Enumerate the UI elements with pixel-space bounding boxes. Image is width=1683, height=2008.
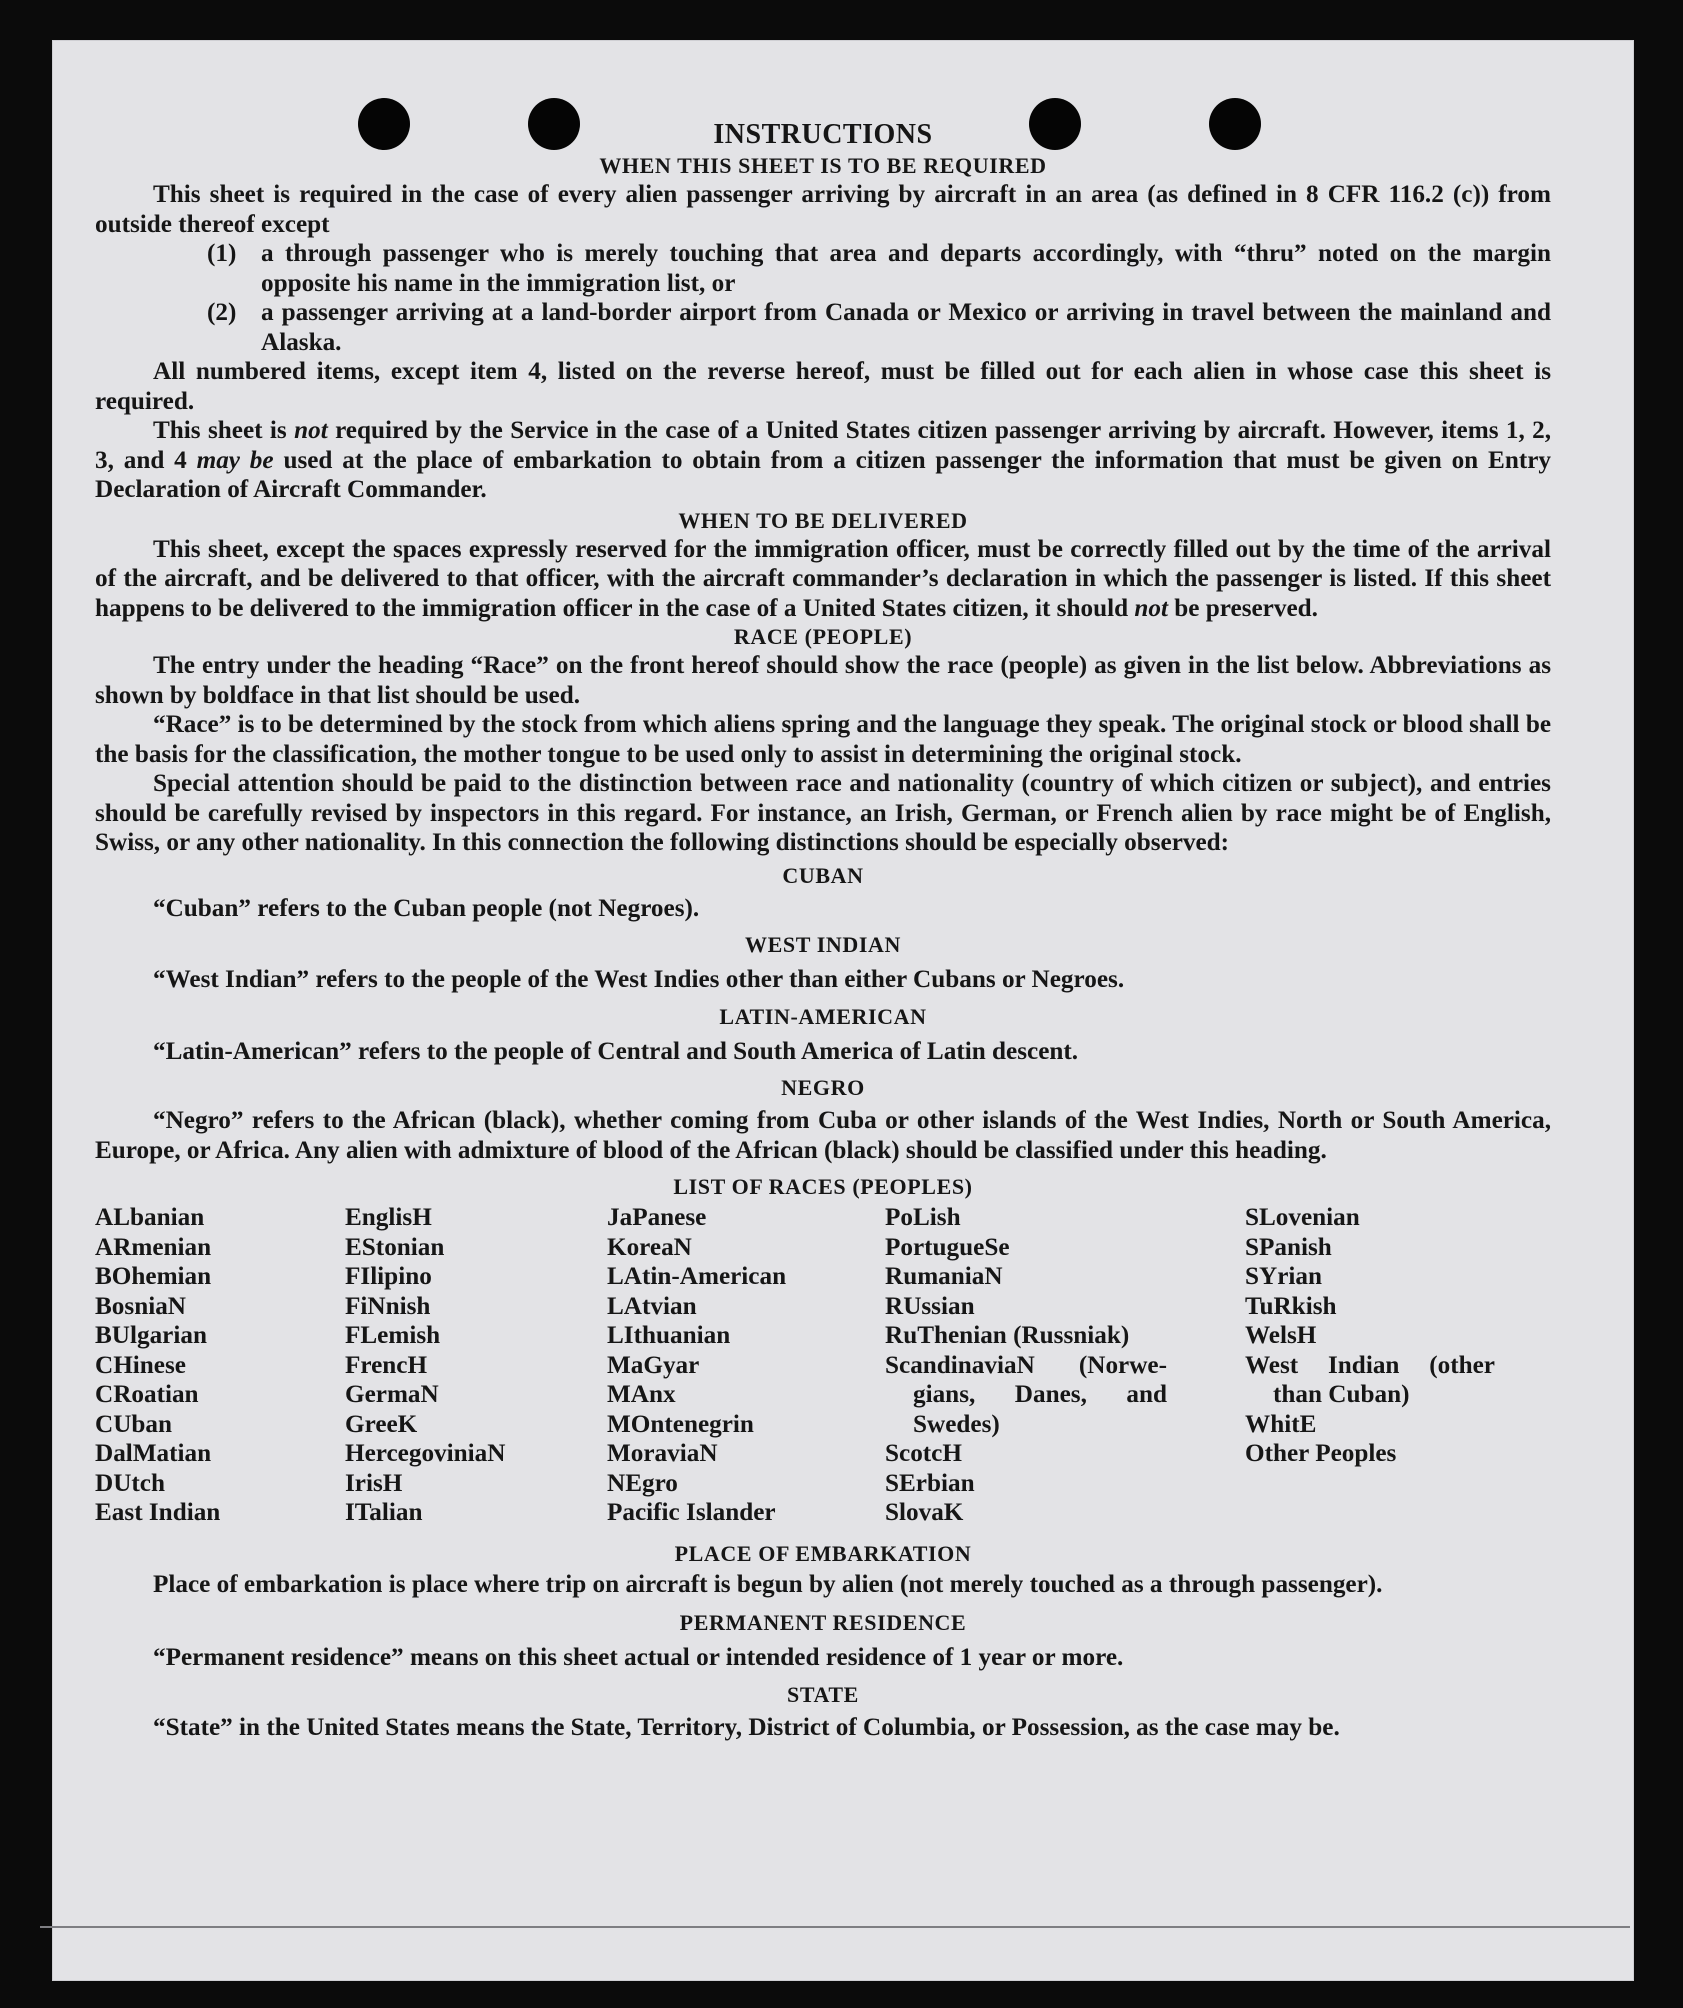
races-column-3 xyxy=(607,1203,885,1528)
race-entry: EStonian xyxy=(345,1233,445,1261)
race-entry: LIthuanian xyxy=(607,1322,731,1349)
exception-text: a passenger arriving at a land-border airport from Canada or Mexico or arriving in travel between the mainland and Alaska. xyxy=(261,299,1551,356)
races-column-2 xyxy=(345,1203,607,1528)
race-entry: CHinese xyxy=(95,1351,186,1379)
exception-item xyxy=(207,239,1551,298)
citizen-text-2: required by the Service in the case of a United States citizen passenger arriving by aircraft. However, items 1, 2, 3, and 4 xyxy=(95,417,1552,474)
race-entry: ScandinaviaN (Norwe- xyxy=(885,1351,1167,1379)
section-heading-negro: NEGRO xyxy=(781,1075,865,1100)
race-entry: ITalian xyxy=(345,1499,423,1526)
state-definition: “State” in the United States means the State, Territory, District of Columbia, or Possession, as the case may be. xyxy=(153,1713,1340,1741)
section-heading-latin-american: LATIN-AMERICAN xyxy=(719,1003,927,1029)
citizen-text-1: This sheet is xyxy=(153,417,287,444)
race-entry: ARmenian xyxy=(95,1233,212,1261)
citizen-text-3: used at the place of embarkation to obtain from a citizen passenger the information that must be given on Entry Declaration of Aircraft Commander. xyxy=(95,446,1551,503)
race-entry: DUtch xyxy=(95,1469,165,1497)
race-entry: GreeK xyxy=(345,1410,418,1438)
section-heading-required: WHEN THIS SHEET IS TO BE REQUIRED xyxy=(599,153,1047,178)
race-entry: LAtin-American xyxy=(607,1263,787,1290)
race-entry: BUlgarian xyxy=(95,1322,207,1349)
section-heading-state: STATE xyxy=(787,1681,859,1707)
section-heading-delivered: WHEN TO BE DELIVERED xyxy=(678,507,968,533)
section-heading-west-indian: WEST INDIAN xyxy=(745,932,901,957)
race-entry: CUban xyxy=(95,1410,172,1438)
race-entry: FrencH xyxy=(345,1351,428,1379)
numbered-items-paragraph: All numbered items, except item 4, listed on the reverse hereof, must be filled out for each alien in whose case this sheet is required. xyxy=(95,358,1551,415)
races-column-1 xyxy=(95,1203,345,1528)
race-entry: PoLish xyxy=(885,1204,961,1231)
race-entry: HercegoviniaN xyxy=(345,1440,506,1467)
race-entry: ScotcH xyxy=(885,1440,962,1467)
bottom-rule xyxy=(40,1926,1630,1928)
race-entry-continuation: gians, Danes, and xyxy=(913,1381,1167,1408)
delivered-emphasis-not: not xyxy=(1134,594,1168,622)
race-entry: TuRkish xyxy=(1245,1292,1337,1320)
delivered-text-1: This sheet, except the spaces expressly reserved for the immigration officer, must be correctly filled out by the time of the arrival of the aircraft, and be delivered to that officer, with the aircraft commander’s declaration in which the passenger is listed. If this sheet happens to be delivered to the immigration officer in the case of a United States citizen, it should xyxy=(95,535,1551,622)
exception-number: (2) xyxy=(207,299,237,326)
negro-definition: “Negro” refers to the African (black), whether coming from Cuba or other islands of the West Indies, North or South America, Europe, or Africa. Any alien with admixture of blood of the African (black) should be classified under this heading. xyxy=(95,1107,1551,1164)
race-entry: RumaniaN xyxy=(885,1263,1003,1290)
race-entry: SYrian xyxy=(1245,1263,1322,1290)
races-table xyxy=(95,1203,1551,1528)
race-entry: BOhemian xyxy=(95,1263,212,1290)
exception-number: (1) xyxy=(207,240,237,267)
race-entry: WelsH xyxy=(1245,1322,1317,1349)
race-entry: FLemish xyxy=(345,1322,441,1349)
section-heading-permanent-residence: PERMANENT RESIDENCE xyxy=(679,1610,967,1635)
race-entry: RuThenian (Russniak) xyxy=(885,1322,1130,1349)
race-paragraph-1: The entry under the heading “Race” on the front hereof should show the race (people) as given in the list below. Abbreviations as shown by boldface in that list should be used. xyxy=(95,652,1551,709)
west-indian-definition: “West Indian” refers to the people of the West Indies other than either Cubans or Negroes. xyxy=(153,966,1125,993)
citizen-emphasis-not: not xyxy=(294,417,328,444)
race-entry: ALbanian xyxy=(95,1204,205,1231)
citizen-emphasis-may-be: may be xyxy=(196,446,274,474)
race-entry: LAtvian xyxy=(607,1292,697,1320)
races-column-5 xyxy=(1245,1203,1495,1528)
races-column-4 xyxy=(885,1203,1167,1528)
race-entry: CRoatian xyxy=(95,1381,199,1408)
race-paragraph-2: “Race” is to be determined by the stock from which aliens spring and the language they speak. The original stock or blood shall be the basis for the classification, the mother tongue to be used only to assist in determining the original stock. xyxy=(95,711,1552,768)
race-entry: MoraviaN xyxy=(607,1440,718,1467)
race-entry: JaPanese xyxy=(607,1204,707,1231)
required-intro: This sheet is required in the case of every alien passenger arriving by aircraft in an area (as defined in 8 CFR 116.2 (c)) from outside thereof except xyxy=(95,181,1551,238)
race-entry: SErbian xyxy=(885,1469,975,1497)
race-entry: PortugueSe xyxy=(885,1233,1010,1261)
race-entry: SPanish xyxy=(1245,1233,1332,1261)
race-entry: DalMatian xyxy=(95,1440,212,1467)
instructions-body xyxy=(95,78,1551,1742)
permanent-residence-definition: “Permanent residence” means on this sheet actual or intended residence of 1 year or more. xyxy=(153,1644,1124,1671)
race-entry: RUssian xyxy=(885,1292,975,1320)
race-entry: IrisH xyxy=(345,1469,403,1497)
race-entry: SlovaK xyxy=(885,1499,964,1526)
page-title: INSTRUCTIONS xyxy=(713,119,933,150)
exception-text: a through passenger who is merely touching that area and departs accordingly, with “thru” noted on the margin opposite his name in the immigration list, or xyxy=(261,240,1551,297)
citizen-paragraph xyxy=(95,416,1551,505)
latin-american-definition: “Latin-American” refers to the people of Central and South America of Latin descent. xyxy=(153,1037,1079,1065)
race-entry: Pacific Islander xyxy=(607,1499,776,1526)
section-heading-race: RACE (PEOPLE) xyxy=(733,624,913,649)
race-entry: Other Peoples xyxy=(1245,1440,1397,1467)
race-entry: MOntenegrin xyxy=(607,1410,754,1438)
race-entry: NEgro xyxy=(607,1469,678,1497)
race-entry: EnglisH xyxy=(345,1204,432,1231)
race-entry: East Indian xyxy=(95,1499,221,1526)
race-entry: KoreaN xyxy=(607,1233,692,1261)
race-entry: West Indian (other xyxy=(1245,1351,1495,1379)
embarkation-definition: Place of embarkation is place where trip on aircraft is begun by alien (not merely touched as a through passenger). xyxy=(153,1570,1383,1598)
race-entry: WhitE xyxy=(1245,1410,1317,1438)
race-entry: GermaN xyxy=(345,1381,439,1408)
race-entry: MAnx xyxy=(607,1381,676,1408)
race-entry: MaGyar xyxy=(607,1351,700,1379)
race-paragraph-3: Special attention should be paid to the distinction between race and nationality (country of which citizen or subject), and entries should be carefully revised by inspectors in this regard. For instance, an Irish, German, or French alien by race might be of English, Swiss, or any other nationality. In this connection the following distinctions should be especially observed: xyxy=(95,770,1551,856)
race-entry-continuation: than Cuban) xyxy=(1273,1381,1410,1408)
race-entry: FiNnish xyxy=(345,1292,431,1320)
exception-item xyxy=(207,298,1551,357)
race-entry: FIlipino xyxy=(345,1263,432,1290)
race-entry-continuation: Swedes) xyxy=(913,1410,1000,1438)
section-heading-cuban: CUBAN xyxy=(782,862,864,888)
race-entry: SLovenian xyxy=(1245,1204,1360,1231)
race-entry: BosniaN xyxy=(95,1292,186,1320)
section-heading-embarkation: PLACE OF EMBARKATION xyxy=(674,1540,972,1566)
cuban-definition: “Cuban” refers to the Cuban people (not Negroes). xyxy=(153,894,700,922)
section-heading-list-of-races: LIST OF RACES (PEOPLES) xyxy=(673,1174,973,1199)
delivered-text-2: be preserved. xyxy=(1174,594,1318,622)
delivered-paragraph xyxy=(95,535,1551,624)
